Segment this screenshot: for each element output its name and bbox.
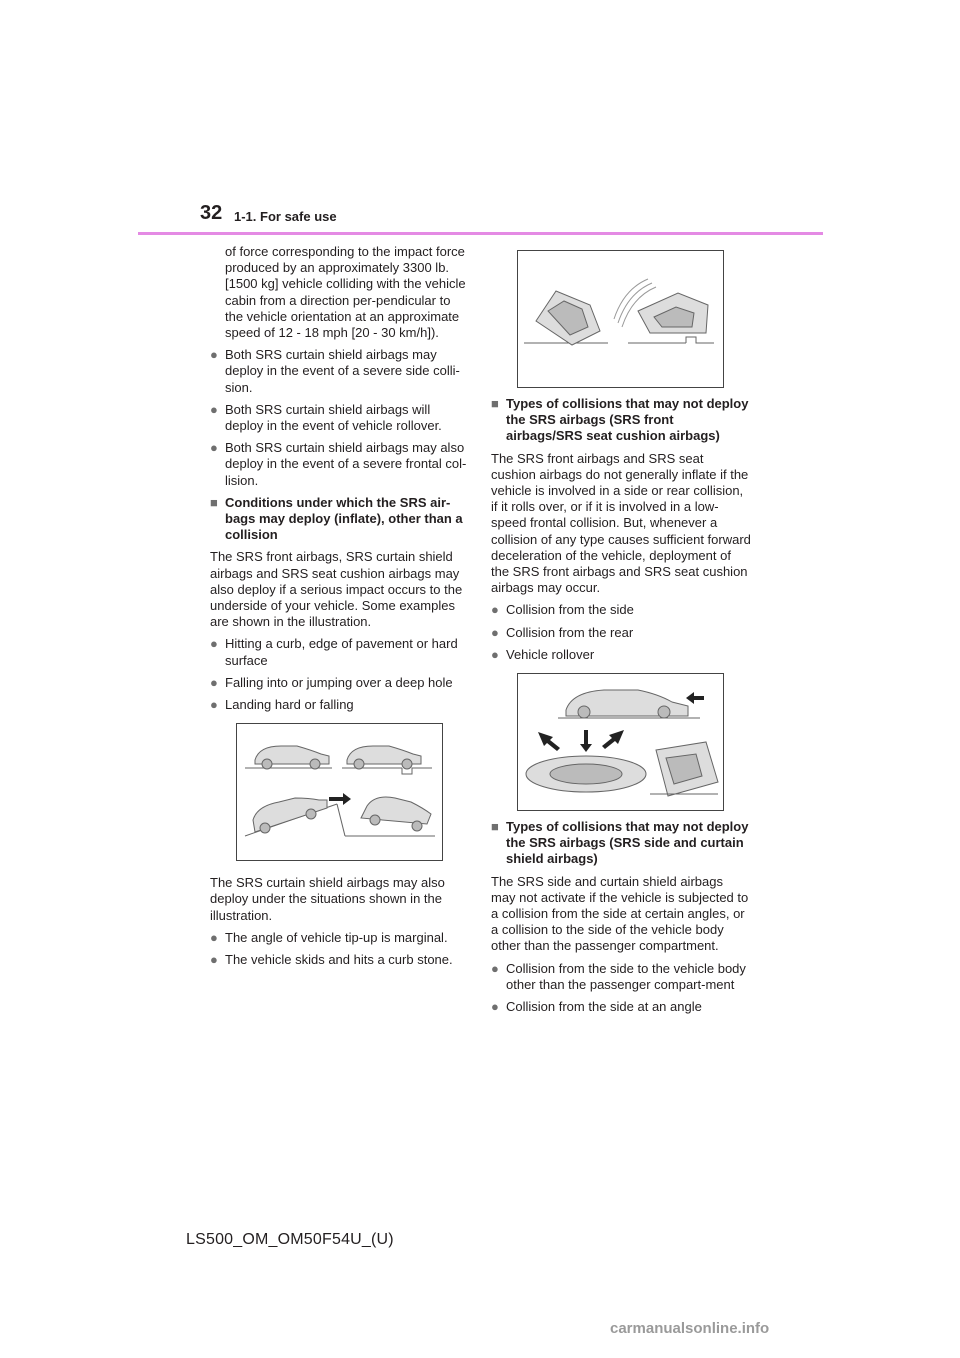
paragraph: The SRS front airbags and SRS seat cushion airbags do not generally inflate if the vehicle is involved in a side or rear collision, if it rolls over, or if it is involved in a low-speed frontal collision. But, whenever a collision of any type causes sufficient forward deceleration of the vehicle, deployment of the SRS front airbags and SRS seat cushion airbags may occur. — [491, 450, 751, 596]
list-item: ● Landing hard or falling — [210, 697, 354, 713]
list-item: ● Both SRS curtain shield airbags may deploy in the event of a severe side colli-sion. — [210, 347, 460, 395]
section-heading: ■ Types of collisions that may not deploy the SRS airbags (SRS front airbags/SRS seat cushion airbags) — [491, 396, 749, 444]
header-rule — [138, 232, 823, 235]
right-column — [491, 244, 751, 1021]
list-item: ● The angle of vehicle tip-up is marginal. — [210, 929, 448, 945]
bullet-icon: ● — [210, 697, 218, 713]
list-item: ● Vehicle rollover — [491, 646, 595, 662]
list-item: ● Both SRS curtain shield airbags may also deploy in the event of a severe frontal col-lision. — [210, 440, 467, 488]
page-number: 32 — [200, 202, 223, 224]
list-item: ● Collision from the rear — [491, 624, 634, 640]
list-item: ● Falling into or jumping over a deep hole — [210, 674, 453, 690]
bullet-icon: ● — [210, 636, 218, 652]
section-heading: ■ Types of collisions that may not deploy the SRS airbags (SRS side and curtain shield airbags) — [491, 819, 749, 867]
tipup-skid-drawing — [518, 251, 723, 387]
section-title: 1-1. For safe use — [234, 209, 337, 224]
bullet-icon: ● — [210, 440, 218, 456]
illustration-side-rear-rollover — [517, 673, 724, 811]
heading-square-icon: ■ — [491, 396, 499, 411]
illustration-curb-impacts — [236, 723, 443, 861]
list-item: ● Both SRS curtain shield airbags will deploy in the event of vehicle rollover. — [210, 401, 442, 434]
side-rear-rollover-drawing — [518, 674, 723, 810]
left-column — [210, 244, 468, 974]
footer-code: LS500_OM_OM50F54U_(U) — [186, 1231, 394, 1248]
list-item: ● Hitting a curb, edge of pavement or hard surface — [210, 636, 458, 668]
list-item: ● Collision from the side — [491, 602, 634, 618]
paragraph: The SRS curtain shield airbags may also deploy under the situations shown in the illustration. — [210, 875, 445, 923]
watermark: carmanualsonline.info — [610, 1320, 770, 1337]
bullet-icon: ● — [491, 999, 499, 1015]
bullet-icon: ● — [491, 646, 499, 662]
bullet-icon: ● — [491, 960, 499, 976]
curb-impacts-drawing — [237, 724, 442, 860]
heading-square-icon: ■ — [491, 819, 499, 835]
bullet-icon: ● — [210, 929, 218, 945]
heading-square-icon: ■ — [210, 494, 218, 510]
section-heading: ■ Conditions under which the SRS air-bags may deploy (inflate), other than a collision — [210, 494, 463, 543]
list-item: ● Collision from the side at an angle — [491, 999, 702, 1015]
paragraph: The SRS side and curtain shield airbags may not activate if the vehicle is subjected to a collision from the side at certain angles, or a collision to the side of the vehicle body other than the passenger compartment. — [491, 873, 749, 954]
bullet-icon: ● — [210, 347, 218, 363]
bullet-icon: ● — [491, 624, 499, 640]
paragraph: The SRS front airbags, SRS curtain shield airbags and SRS seat cushion airbags may also deploy if a serious impact occurs to the underside of your vehicle. Some examples are shown in the illustration. — [210, 549, 463, 630]
list-item: ● The vehicle skids and hits a curb stone. — [210, 952, 453, 968]
list-item: ● Collision from the side to the vehicle body other than the passenger compart-ment — [491, 960, 746, 992]
bullet-icon: ● — [210, 674, 218, 690]
bullet-icon: ● — [491, 602, 499, 618]
bullet-icon: ● — [210, 401, 218, 417]
illustration-tipup-skid — [517, 250, 724, 388]
intro-continuation: of force corresponding to the impact force produced by an approximately 3300 lb. [1500 kg] vehicle colliding with the vehicle cabin from a direction per-pendicular to the vehicle orientation at an approximate speed of 12 - 18 mph [20 - 30 km/h]). — [225, 244, 466, 341]
bullet-icon: ● — [210, 952, 218, 968]
